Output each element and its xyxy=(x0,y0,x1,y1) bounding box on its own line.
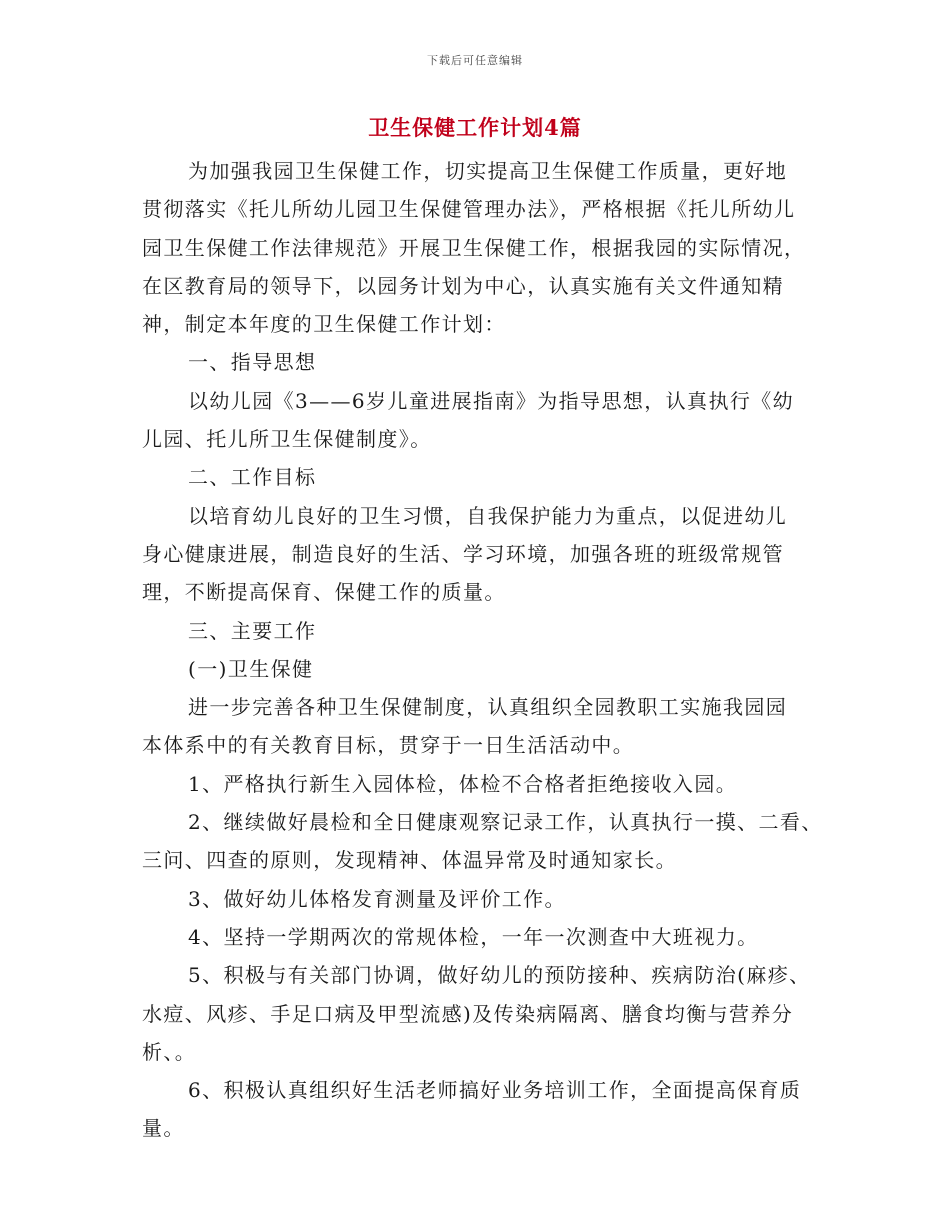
document-title: 卫生保健工作计划4篇 xyxy=(368,115,582,140)
paragraph-line: 儿园、托儿所卫生保健制度》。 xyxy=(142,427,432,452)
paragraph-line: 二、工作目标 xyxy=(188,465,317,490)
header-note: 下载后可任意编辑 xyxy=(427,54,523,67)
paragraph-line: 2、继续做好晨检和全日健康观察记录工作，认真执行一摸、二看、 xyxy=(188,810,823,835)
paragraph-line: 以幼儿园《3——6岁儿童进展指南》为指导思想，认真执行《幼 xyxy=(188,388,795,413)
paragraph-line: 量。 xyxy=(142,1116,185,1141)
paragraph-line: 三、主要工作 xyxy=(188,618,317,643)
paragraph-line: 本体系中的有关教育目标，贯穿于一日生活活动中。 xyxy=(142,733,635,758)
paragraph-line: 三问、四查的原则，发现精神、体温异常及时通知家长。 xyxy=(142,848,677,873)
document-body xyxy=(142,152,832,1148)
paragraph-line: 4、坚持一学期两次的常规体检，一年一次测查中大班视力。 xyxy=(188,924,759,949)
paragraph-line: 3、做好幼儿体格发育测量及评价工作。 xyxy=(188,886,566,911)
paragraph-line: (一)卫生保健 xyxy=(188,656,314,681)
paragraph-line: 析、。 xyxy=(142,1039,197,1064)
paragraph-line: 贯彻落实《托儿所幼儿园卫生保健管理办法》，严格根据《托儿所幼儿 xyxy=(142,197,796,222)
paragraph-line: 为加强我园卫生保健工作，切实提高卫生保健工作质量，更好地 xyxy=(188,159,788,183)
paragraph-line: 6、积极认真组织好生活老师搞好业务培训工作，全面提高保育质 xyxy=(188,1078,802,1103)
paragraph-line: 身心健康进展，制造良好的生活、学习环境，加强各班的班级常规管 xyxy=(142,541,784,566)
paragraph-line: 园卫生保健工作法律规范》开展卫生保健工作，根据我园的实际情况， xyxy=(142,235,806,260)
paragraph-line: 一、指导思想 xyxy=(188,350,317,375)
paragraph-line: 理，不断提高保育、保健工作的质量。 xyxy=(142,580,506,605)
paragraph-line: 在区教育局的领导下，以园务计划为中心，认真实施有关文件通知精 xyxy=(142,273,784,298)
paragraph-line: 以培育幼儿良好的卫生习惯，自我保护能力为重点，以促进幼儿 xyxy=(188,503,788,528)
paragraph-line: 进一步完善各种卫生保健制度，认真组织全园教职工实施我园园 xyxy=(188,695,788,720)
paragraph-line: 水痘、风疹、手足口病及甲型流感)及传染病隔离、膳食均衡与营养分 xyxy=(142,1001,794,1026)
paragraph-line: 5、积极与有关部门协调，做好幼儿的预防接种、疾病防治(麻疹、 xyxy=(188,963,811,988)
paragraph-line: 1、严格执行新生入园体检，体检不合格者拒绝接收入园。 xyxy=(188,771,738,796)
paragraph-line: 神，制定本年度的卫生保健工作计划： xyxy=(142,312,506,337)
